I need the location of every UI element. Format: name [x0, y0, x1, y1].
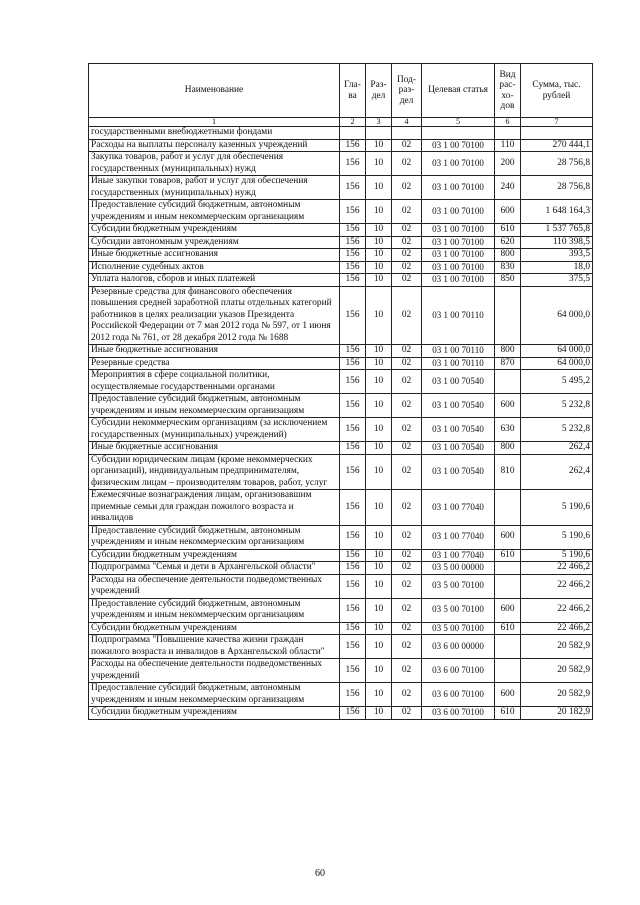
- col-index: 4: [392, 118, 422, 127]
- cell-name: Иные закупки товаров, работ и услуг для обеспечения государственных (муниципальных) нужд: [89, 176, 340, 200]
- cell-vid: 810: [495, 454, 521, 490]
- cell-podrazdel: 02: [392, 286, 422, 345]
- table-row: [89, 549, 593, 562]
- col-index: 2: [340, 118, 366, 127]
- cell-sum: 5 190,6: [521, 490, 593, 526]
- cell-podrazdel: 02: [392, 200, 422, 224]
- cell-name: Расходы на обеспечение деятельности подведомственных учреждений: [89, 659, 340, 683]
- cell-sum: 22 466,2: [521, 574, 593, 598]
- cell-target: 03 5 00 70100: [422, 622, 495, 635]
- cell-glava: 156: [340, 525, 366, 549]
- cell-name: Предоставление субсидий бюджетным, автономным учреждениям и иным некоммерческим организациям: [89, 394, 340, 418]
- cell-razdel: 10: [366, 176, 392, 200]
- cell-vid: 800: [495, 249, 521, 262]
- cell-podrazdel: [392, 127, 422, 140]
- cell-name: Ежемесячные вознаграждения лицам, организовавшим приемные семьи для граждан пожилого возраста и инвалидов: [89, 490, 340, 526]
- cell-glava: 156: [340, 236, 366, 249]
- col-index: 7: [521, 118, 593, 127]
- cell-name: Уплата налогов, сборов и иных платежей: [89, 274, 340, 287]
- cell-vid: [495, 286, 521, 345]
- col-header-glava: Гла-ва: [340, 64, 366, 118]
- col-index: 3: [366, 118, 392, 127]
- cell-name: Резервные средства для финансового обеспечения повышения средней заработной платы отдельных категорий работников в целях реализации указов Президента Российской Федерации от 7 мая 2012 года № 597, от 1 июня 2012 года № 761, от 28 декабря 2012 года № 1688: [89, 286, 340, 345]
- cell-podrazdel: 02: [392, 562, 422, 575]
- cell-name: Субсидии бюджетным учреждениям: [89, 622, 340, 635]
- cell-target: 03 1 00 70100: [422, 152, 495, 176]
- cell-name: государственными внебюджетными фондами: [89, 127, 340, 140]
- cell-vid: [495, 574, 521, 598]
- cell-name: Предоставление субсидий бюджетным, автономным учреждениям и иным некоммерческим организациям: [89, 525, 340, 549]
- col-index: 1: [89, 118, 340, 127]
- cell-target: 03 1 00 70100: [422, 261, 495, 274]
- cell-razdel: 10: [366, 490, 392, 526]
- cell-sum: 20 582,9: [521, 683, 593, 707]
- table-row: [89, 418, 593, 442]
- cell-podrazdel: 02: [392, 261, 422, 274]
- cell-glava: 156: [340, 345, 366, 358]
- cell-glava: 156: [340, 562, 366, 575]
- cell-name: Мероприятия в сфере социальной политики, осуществляемые государственными органами: [89, 370, 340, 394]
- cell-target: 03 5 00 00000: [422, 562, 495, 575]
- cell-razdel: 10: [366, 635, 392, 659]
- cell-sum: 5 190,6: [521, 525, 593, 549]
- cell-name: Закупка товаров, работ и услуг для обеспечения государственных (муниципальных) нужд: [89, 152, 340, 176]
- cell-glava: 156: [340, 683, 366, 707]
- table-header: [89, 64, 593, 127]
- cell-podrazdel: 02: [392, 635, 422, 659]
- cell-target: 03 1 00 70100: [422, 139, 495, 152]
- cell-razdel: 10: [366, 622, 392, 635]
- cell-target: 03 1 00 70100: [422, 224, 495, 237]
- cell-target: 03 1 00 70540: [422, 394, 495, 418]
- cell-glava: 156: [340, 549, 366, 562]
- cell-target: 03 6 00 70100: [422, 683, 495, 707]
- cell-razdel: 10: [366, 286, 392, 345]
- cell-podrazdel: 02: [392, 683, 422, 707]
- cell-glava: 156: [340, 176, 366, 200]
- cell-name: Подпрограмма "Повышение качества жизни граждан пожилого возраста и инвалидов в Архангельской области": [89, 635, 340, 659]
- cell-target: 03 1 00 70540: [422, 454, 495, 490]
- table-row: [89, 236, 593, 249]
- cell-vid: 830: [495, 261, 521, 274]
- table-row: [89, 707, 593, 720]
- cell-podrazdel: 02: [392, 357, 422, 370]
- cell-glava: 156: [340, 659, 366, 683]
- cell-vid: 610: [495, 549, 521, 562]
- cell-glava: 156: [340, 274, 366, 287]
- cell-glava: 156: [340, 224, 366, 237]
- cell-vid: 870: [495, 357, 521, 370]
- cell-vid: 610: [495, 224, 521, 237]
- table-row: [89, 261, 593, 274]
- cell-razdel: 10: [366, 236, 392, 249]
- cell-sum: 28 756,8: [521, 176, 593, 200]
- cell-razdel: 10: [366, 261, 392, 274]
- cell-vid: 600: [495, 525, 521, 549]
- cell-glava: [340, 127, 366, 140]
- cell-vid: 850: [495, 274, 521, 287]
- cell-name: Иные бюджетные ассигнования: [89, 442, 340, 455]
- cell-razdel: 10: [366, 394, 392, 418]
- cell-vid: 240: [495, 176, 521, 200]
- budget-table: [88, 63, 593, 720]
- table-row: [89, 622, 593, 635]
- cell-sum: 5 190,6: [521, 549, 593, 562]
- cell-glava: 156: [340, 454, 366, 490]
- cell-name: Субсидии бюджетным учреждениям: [89, 224, 340, 237]
- cell-sum: 20 582,9: [521, 635, 593, 659]
- cell-name: Предоставление субсидий бюджетным, автономным учреждениям и иным некоммерческим организациям: [89, 200, 340, 224]
- cell-glava: 156: [340, 574, 366, 598]
- cell-podrazdel: 02: [392, 549, 422, 562]
- cell-sum: 1 648 164,3: [521, 200, 593, 224]
- table-row: [89, 635, 593, 659]
- cell-podrazdel: 02: [392, 418, 422, 442]
- col-header-sum: Сумма, тыс. рублей: [521, 64, 593, 118]
- cell-glava: 156: [340, 357, 366, 370]
- cell-razdel: 10: [366, 659, 392, 683]
- cell-glava: 156: [340, 394, 366, 418]
- table-row: [89, 490, 593, 526]
- cell-podrazdel: 02: [392, 274, 422, 287]
- cell-target: 03 1 00 77040: [422, 490, 495, 526]
- cell-podrazdel: 02: [392, 236, 422, 249]
- cell-podrazdel: 02: [392, 176, 422, 200]
- cell-razdel: 10: [366, 525, 392, 549]
- cell-glava: 156: [340, 418, 366, 442]
- cell-podrazdel: 02: [392, 442, 422, 455]
- cell-vid: 110: [495, 139, 521, 152]
- cell-razdel: [366, 127, 392, 140]
- cell-target: 03 1 00 70100: [422, 274, 495, 287]
- cell-podrazdel: 02: [392, 454, 422, 490]
- cell-vid: [495, 659, 521, 683]
- cell-sum: 5 495,2: [521, 370, 593, 394]
- cell-target: 03 1 00 70540: [422, 442, 495, 455]
- cell-vid: 600: [495, 200, 521, 224]
- cell-glava: 156: [340, 200, 366, 224]
- table-row: [89, 249, 593, 262]
- cell-podrazdel: 02: [392, 574, 422, 598]
- cell-razdel: 10: [366, 418, 392, 442]
- cell-vid: 200: [495, 152, 521, 176]
- col-header-razdel: Раз-дел: [366, 64, 392, 118]
- table-row: [89, 683, 593, 707]
- table-row: [89, 394, 593, 418]
- table-row: [89, 574, 593, 598]
- cell-vid: 610: [495, 622, 521, 635]
- page-number: 60: [315, 868, 325, 879]
- cell-vid: 800: [495, 442, 521, 455]
- col-header-vid: Вид рас-хо-дов: [495, 64, 521, 118]
- cell-sum: 270 444,1: [521, 139, 593, 152]
- cell-razdel: 10: [366, 139, 392, 152]
- cell-sum: 18,0: [521, 261, 593, 274]
- cell-razdel: 10: [366, 345, 392, 358]
- cell-podrazdel: 02: [392, 490, 422, 526]
- cell-name: Субсидии юридическим лицам (кроме некоммерческих организаций), индивидуальным предпринимателям, физическим лицам – производителям товаров, работ, услуг: [89, 454, 340, 490]
- cell-glava: 156: [340, 707, 366, 720]
- table-row: [89, 274, 593, 287]
- cell-target: 03 1 00 70100: [422, 249, 495, 262]
- cell-vid: 630: [495, 418, 521, 442]
- cell-vid: [495, 562, 521, 575]
- cell-razdel: 10: [366, 200, 392, 224]
- table-row: [89, 139, 593, 152]
- cell-vid: [495, 490, 521, 526]
- cell-name: Субсидии бюджетным учреждениям: [89, 549, 340, 562]
- col-index: 6: [495, 118, 521, 127]
- cell-glava: 156: [340, 139, 366, 152]
- cell-razdel: 10: [366, 683, 392, 707]
- cell-podrazdel: 02: [392, 598, 422, 622]
- cell-razdel: 10: [366, 574, 392, 598]
- table-row: [89, 562, 593, 575]
- cell-vid: 800: [495, 345, 521, 358]
- cell-podrazdel: 02: [392, 394, 422, 418]
- cell-glava: 156: [340, 249, 366, 262]
- cell-razdel: 10: [366, 274, 392, 287]
- table-row: [89, 345, 593, 358]
- cell-target: 03 1 00 70100: [422, 236, 495, 249]
- cell-sum: 20 582,9: [521, 659, 593, 683]
- cell-name: Субсидии бюджетным учреждениям: [89, 707, 340, 720]
- cell-vid: [495, 635, 521, 659]
- cell-target: [422, 127, 495, 140]
- cell-sum: 64 000,0: [521, 286, 593, 345]
- cell-sum: 5 232,8: [521, 394, 593, 418]
- cell-podrazdel: 02: [392, 249, 422, 262]
- cell-sum: [521, 127, 593, 140]
- cell-razdel: 10: [366, 370, 392, 394]
- cell-target: 03 6 00 70100: [422, 707, 495, 720]
- cell-target: 03 5 00 70100: [422, 574, 495, 598]
- cell-name: Расходы на обеспечение деятельности подведомственных учреждений: [89, 574, 340, 598]
- cell-name: Предоставление субсидий бюджетным, автономным учреждениям и иным некоммерческим организациям: [89, 598, 340, 622]
- cell-razdel: 10: [366, 442, 392, 455]
- table-row: [89, 152, 593, 176]
- cell-glava: 156: [340, 622, 366, 635]
- cell-razdel: 10: [366, 549, 392, 562]
- cell-vid: 600: [495, 683, 521, 707]
- cell-name: Иные бюджетные ассигнования: [89, 345, 340, 358]
- cell-target: 03 1 00 77040: [422, 525, 495, 549]
- cell-sum: 20 182,9: [521, 707, 593, 720]
- cell-vid: 600: [495, 598, 521, 622]
- cell-podrazdel: 02: [392, 152, 422, 176]
- col-index: 5: [422, 118, 495, 127]
- cell-name: Предоставление субсидий бюджетным, автономным учреждениям и иным некоммерческим организациям: [89, 683, 340, 707]
- table-row: [89, 442, 593, 455]
- table-row: [89, 454, 593, 490]
- cell-vid: [495, 127, 521, 140]
- cell-sum: 110 398,5: [521, 236, 593, 249]
- col-header-podrazdel: Под-раз-дел: [392, 64, 422, 118]
- cell-sum: 22 466,2: [521, 598, 593, 622]
- cell-name: Подпрограмма "Семья и дети в Архангельской области": [89, 562, 340, 575]
- table-row: [89, 286, 593, 345]
- cell-glava: 156: [340, 442, 366, 455]
- cell-razdel: 10: [366, 562, 392, 575]
- table-row: [89, 127, 593, 140]
- cell-podrazdel: 02: [392, 139, 422, 152]
- col-header-target: Целевая статья: [422, 64, 495, 118]
- cell-razdel: 10: [366, 357, 392, 370]
- table-row: [89, 525, 593, 549]
- table-row: [89, 659, 593, 683]
- cell-name: Субсидии автономным учреждениям: [89, 236, 340, 249]
- table-row: [89, 200, 593, 224]
- cell-sum: 393,5: [521, 249, 593, 262]
- cell-sum: 22 466,2: [521, 562, 593, 575]
- cell-vid: 610: [495, 707, 521, 720]
- cell-target: 03 1 00 77040: [422, 549, 495, 562]
- cell-sum: 64 000,0: [521, 357, 593, 370]
- cell-podrazdel: 02: [392, 224, 422, 237]
- table-row: [89, 598, 593, 622]
- cell-name: Резервные средства: [89, 357, 340, 370]
- cell-razdel: 10: [366, 152, 392, 176]
- cell-sum: 64 000,0: [521, 345, 593, 358]
- cell-sum: 28 756,8: [521, 152, 593, 176]
- cell-podrazdel: 02: [392, 707, 422, 720]
- cell-razdel: 10: [366, 598, 392, 622]
- table-row: [89, 357, 593, 370]
- col-header-name: Наименование: [89, 64, 340, 118]
- cell-podrazdel: 02: [392, 370, 422, 394]
- cell-target: 03 1 00 70110: [422, 345, 495, 358]
- cell-podrazdel: 02: [392, 345, 422, 358]
- table-body: [89, 127, 593, 720]
- table-row: [89, 370, 593, 394]
- cell-sum: 262,4: [521, 442, 593, 455]
- cell-sum: 375,5: [521, 274, 593, 287]
- cell-target: 03 6 00 00000: [422, 635, 495, 659]
- cell-glava: 156: [340, 261, 366, 274]
- table-row: [89, 224, 593, 237]
- cell-name: Субсидии некоммерческим организациям (за исключением государственных (муниципальных) учреждений): [89, 418, 340, 442]
- cell-name: Расходы на выплаты персоналу казенных учреждений: [89, 139, 340, 152]
- cell-sum: 5 232,8: [521, 418, 593, 442]
- cell-sum: 262,4: [521, 454, 593, 490]
- cell-glava: 156: [340, 370, 366, 394]
- cell-glava: 156: [340, 598, 366, 622]
- cell-target: 03 1 00 70110: [422, 357, 495, 370]
- table-row: [89, 176, 593, 200]
- cell-glava: 156: [340, 152, 366, 176]
- cell-razdel: 10: [366, 224, 392, 237]
- cell-target: 03 1 00 70100: [422, 200, 495, 224]
- cell-glava: 156: [340, 490, 366, 526]
- cell-glava: 156: [340, 286, 366, 345]
- cell-target: 03 1 00 70110: [422, 286, 495, 345]
- cell-podrazdel: 02: [392, 659, 422, 683]
- cell-podrazdel: 02: [392, 622, 422, 635]
- cell-target: 03 1 00 70540: [422, 418, 495, 442]
- cell-sum: 22 466,2: [521, 622, 593, 635]
- cell-target: 03 1 00 70100: [422, 176, 495, 200]
- cell-name: Исполнение судебных актов: [89, 261, 340, 274]
- cell-razdel: 10: [366, 454, 392, 490]
- cell-vid: 600: [495, 394, 521, 418]
- cell-target: 03 5 00 70100: [422, 598, 495, 622]
- cell-target: 03 1 00 70540: [422, 370, 495, 394]
- cell-glava: 156: [340, 635, 366, 659]
- cell-vid: [495, 370, 521, 394]
- cell-podrazdel: 02: [392, 525, 422, 549]
- cell-sum: 1 537 765,8: [521, 224, 593, 237]
- cell-razdel: 10: [366, 249, 392, 262]
- cell-vid: 620: [495, 236, 521, 249]
- cell-name: Иные бюджетные ассигнования: [89, 249, 340, 262]
- cell-target: 03 6 00 70100: [422, 659, 495, 683]
- cell-razdel: 10: [366, 707, 392, 720]
